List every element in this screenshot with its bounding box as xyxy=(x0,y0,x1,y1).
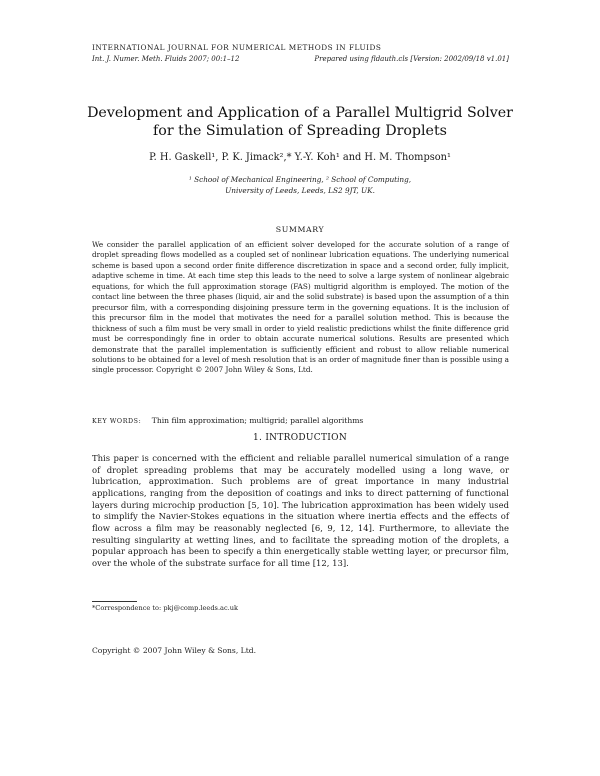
summary-text: We consider the parallel application of an efficient solver developed for the accurate solution of a range of droplet spreading flows modelled as a coupled set of nonlinear lubrication equations. The underlying numerical scheme is based upon a second order finite difference discretization in space and a second order, fully implicit, adaptive scheme in time. At each time step this leads to the need to solve a large system of nonlinear algebraic equations, for which the full approximation storage (FAS) multigrid algorithm is employed. The motion of the contact line between the three phases (liquid, air and the solid substrate) is based upon the assumption of a thin precursor film, with a corresponding disjoining pressure term in the governing equations. It is the inclusion of this precursor film in the model that motivates the need for a parallel solution method. This is because the thickness of such a film must be very small in order to yield realistic predictions whilst the finite difference grid must be correspondingly fine in order to obtain accurate numerical solutions. Results are presented which demonstrate that the parallel implementation is sufficiently efficient and robust to allow reliable numerical solutions to be obtained for a level of mesh resolution that is an order of magnitude finer than is possible using a single processor. Copyright © 2007 John Wiley & Sons, Ltd. xyxy=(92,240,509,375)
footnote-rule xyxy=(92,601,137,602)
prepared-using-note: Prepared using fldauth.cls [Version: 2002/09/18 v1.01] xyxy=(314,55,509,63)
author-list: P. H. Gaskell¹, P. K. Jimack²,* Y.-Y. Koh¹ and H. M. Thompson¹ xyxy=(149,152,451,163)
affiliation-line-1: ¹ School of Mechanical Engineering, ² School of Computing, xyxy=(188,175,412,184)
section-heading-introduction: 1. INTRODUCTION xyxy=(252,433,348,443)
correspondence-footnote: *Correspondence to: pkj@comp.leeds.ac.uk xyxy=(92,604,238,612)
affiliation-line-2: University of Leeds, Leeds, LS2 9JT, UK. xyxy=(225,185,375,195)
summary-heading: SUMMARY xyxy=(275,225,325,234)
citation-line xyxy=(92,55,509,63)
copyright-footer: Copyright © 2007 John Wiley & Sons, Ltd. xyxy=(92,646,257,655)
keywords-label: KEY WORDS: xyxy=(92,418,142,425)
paper-title: Development and Application of a Parallel Multigrid Solver for the Simulation of Spreading Droplets xyxy=(87,105,513,139)
journal-citation: Int. J. Numer. Meth. Fluids 2007; 00:1–12 xyxy=(92,55,240,63)
keywords-text: Thin film approximation; multigrid; parallel algorithms xyxy=(151,416,364,425)
introduction-text: This paper is concerned with the efficient and reliable parallel numerical simulation of a range of droplet spreading problems that may be accurately modelled using a long wave, or lubrication, approximation. Such problems are of great importance in many industrial applications, ranging from the deposition of coatings and inks to direct patterning of functional layers during microchip production [5, 10]. The lubrication approximation has been widely used to simplify the Navier-Stokes equations in the situation where inertia effects and the effects of flow across a film may be reasonably neglected [6, 9, 12, 14]. Furthermore, to alleviate the resulting singularity at wetting lines, and to facilitate the spreading motion of the droplets, a popular approach has been to specify a thin energetically stable wetting layer, or precursor film, over the whole of the substrate surface for all time [12, 13]. xyxy=(92,453,509,568)
journal-name: INTERNATIONAL JOURNAL FOR NUMERICAL METHODS IN FLUIDS xyxy=(92,43,382,52)
keywords xyxy=(92,416,509,425)
affiliations xyxy=(80,175,520,196)
